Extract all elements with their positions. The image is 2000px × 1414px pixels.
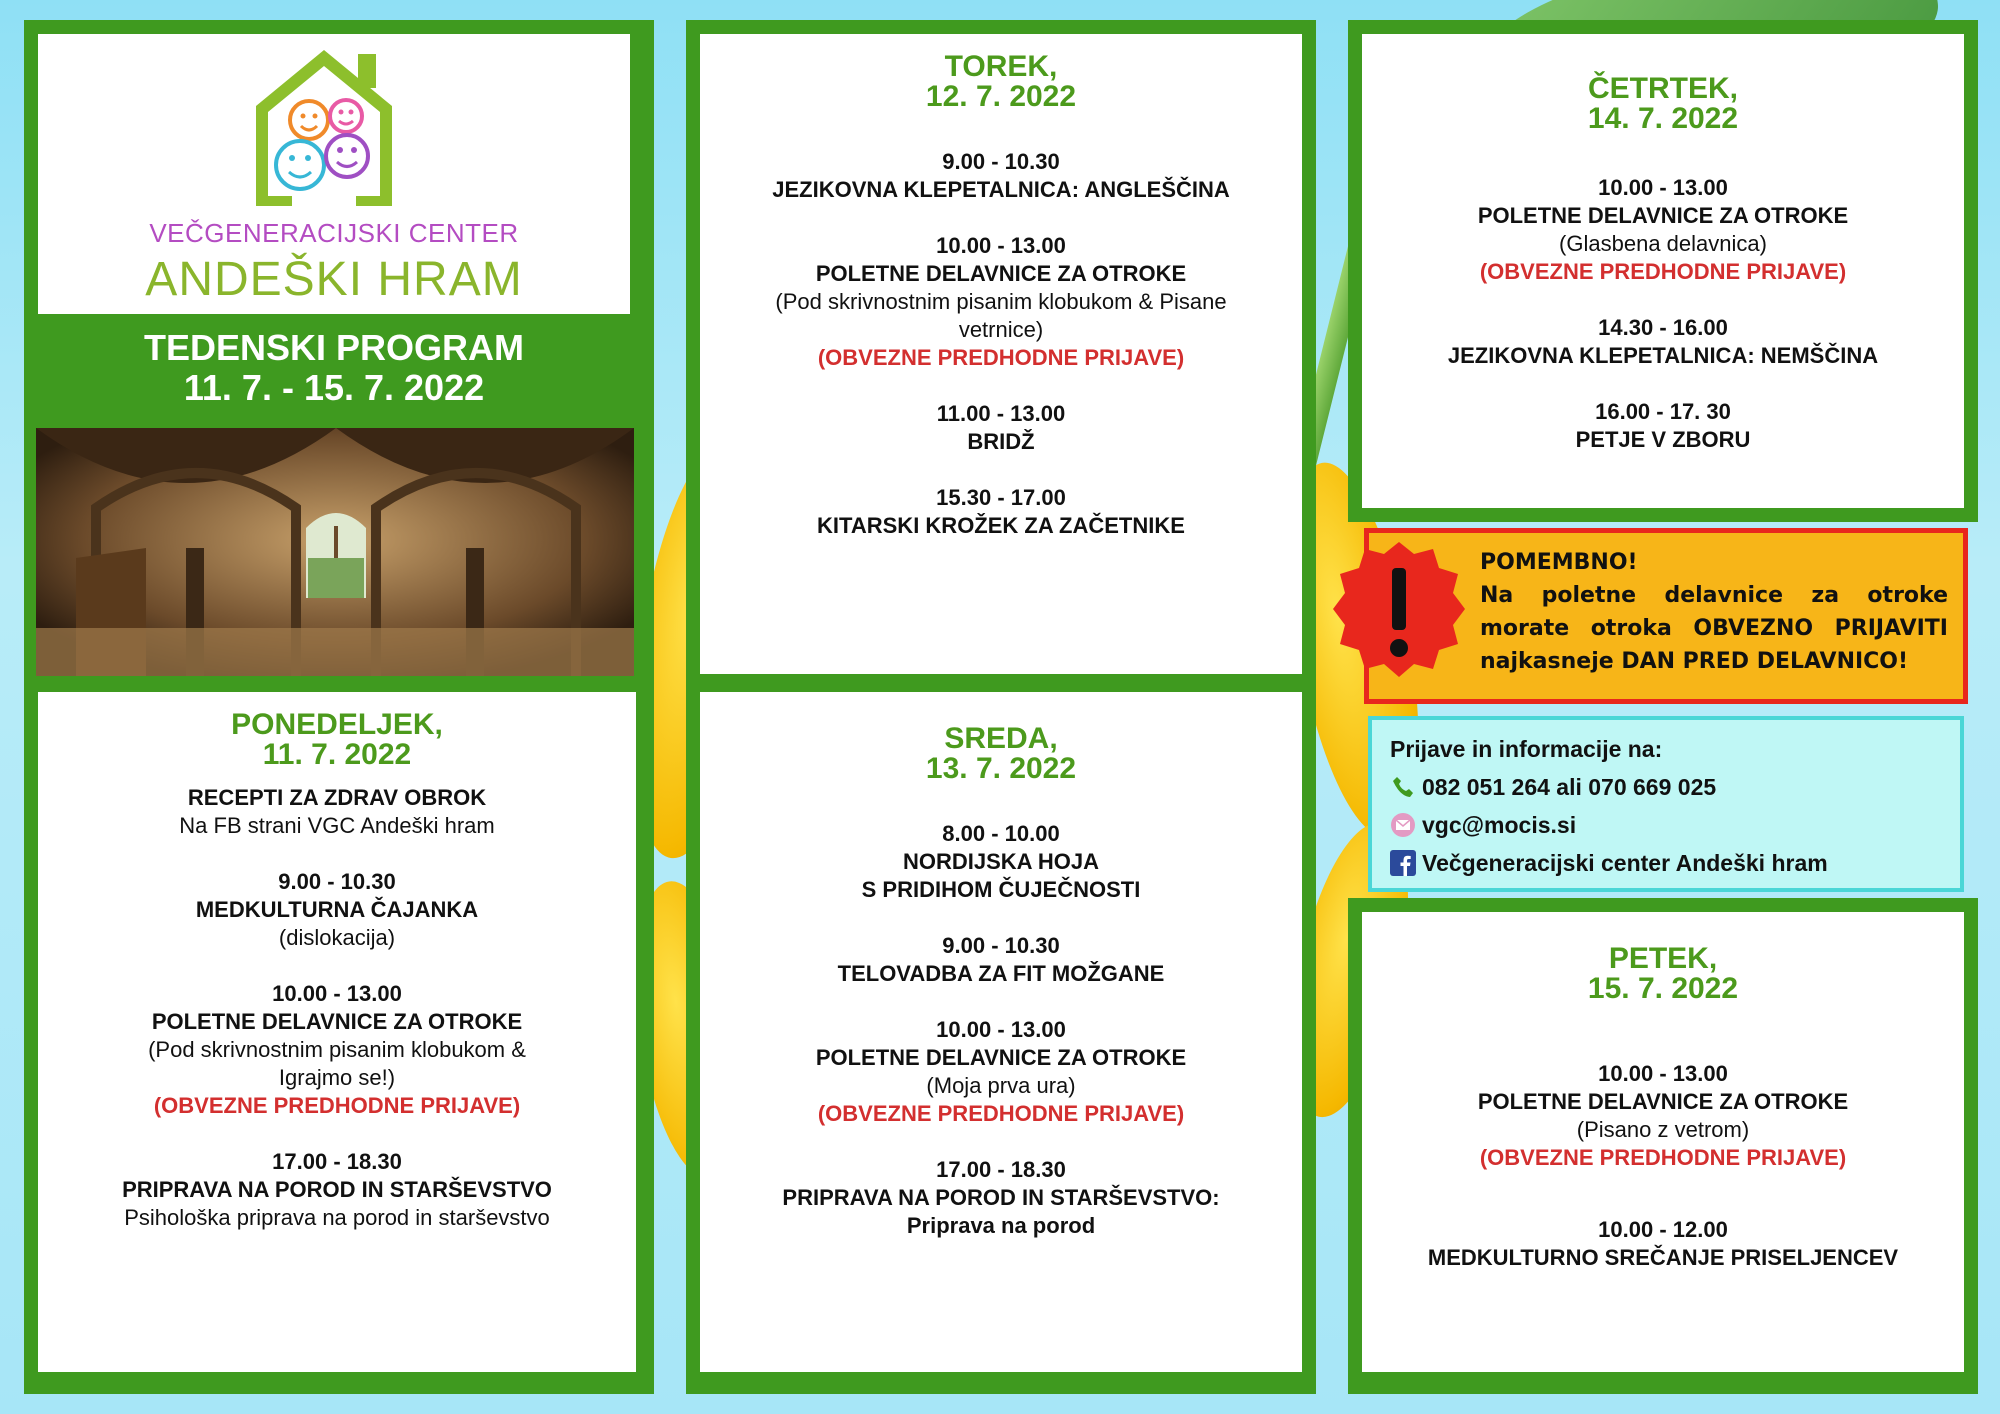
time: 10.00 - 13.00 <box>1598 1061 1728 1086</box>
activity: POLETNE DELAVNICE ZA OTROKE <box>815 261 1187 286</box>
activity-note: Na FB strani VGC Andeški hram <box>179 813 495 838</box>
vaulted-hall-image <box>36 428 634 676</box>
contact-phone: 082 051 264 ali 070 669 025 <box>1422 773 1717 800</box>
activity-note: (dislokacija) <box>278 925 396 950</box>
activity: MEDKULTURNA ČAJANKA <box>195 897 479 922</box>
contact-heading: Prijave in informacije na: <box>1390 735 1663 762</box>
wednesday-card <box>700 692 1302 1372</box>
program-title-text: TEDENSKI PROGRAM <box>143 327 525 368</box>
activity: JEZIKOVNA KLEPETALNICA: NEMŠČINA <box>1447 343 1879 368</box>
activity-note: vetrnice) <box>958 317 1044 342</box>
hall-photo <box>36 428 634 676</box>
logo-card <box>38 34 630 314</box>
time: 11.00 - 13.00 <box>936 401 1066 426</box>
important-line: Na poletne delavnice za otroke <box>1480 583 1948 608</box>
registration-required: (OBVEZNE PREDHODNE PRIJAVE) <box>153 1093 521 1118</box>
house-logo-icon <box>254 48 394 208</box>
activity: RECEPTI ZA ZDRAV OBROK <box>187 785 487 810</box>
time: 10.00 - 12.00 <box>1598 1217 1728 1242</box>
time: 10.00 - 13.00 <box>936 233 1066 258</box>
activity-note: (Moja prva ura) <box>926 1073 1076 1098</box>
activity: BRIDŽ <box>967 429 1035 454</box>
program-title <box>38 328 630 408</box>
wednesday-date: 13. 7. 2022 <box>925 752 1077 785</box>
phone-icon <box>1390 774 1416 800</box>
friday-title: PETEK, <box>1608 942 1718 975</box>
activity-note: (Glasbena delavnica) <box>1559 231 1767 256</box>
thursday-card <box>1362 34 1964 508</box>
registration-required: (OBVEZNE PREDHODNE PRIJAVE) <box>817 1101 1185 1126</box>
activity: POLETNE DELAVNICE ZA OTROKE <box>1477 203 1849 228</box>
important-line: najkasneje DAN PRED DELAVNICO! <box>1480 649 1909 674</box>
logo-line1: VEČGENERACIJSKI CENTER <box>149 218 519 248</box>
time: 14.30 - 16.00 <box>1598 315 1728 340</box>
time: 16.00 - 17. 30 <box>1595 399 1731 424</box>
activity: MEDKULTURNO SREČANJE PRISELJENCEV <box>1427 1245 1899 1270</box>
tuesday-title: TOREK, <box>944 50 1058 83</box>
time: 10.00 - 13.00 <box>1598 175 1728 200</box>
thursday-date: 14. 7. 2022 <box>1587 102 1739 135</box>
tuesday-date: 12. 7. 2022 <box>925 80 1077 113</box>
time: 17.00 - 18.30 <box>272 1149 402 1174</box>
wednesday-title: SREDA, <box>944 722 1058 755</box>
time: 9.00 - 10.30 <box>942 933 1060 958</box>
contact-phone-row[interactable] <box>1390 768 1960 806</box>
time: 9.00 - 10.30 <box>942 149 1060 174</box>
email-icon <box>1390 812 1416 838</box>
monday-card <box>38 692 636 1372</box>
contact-facebook-row[interactable] <box>1390 844 1960 882</box>
activity: Priprava na porod <box>906 1213 1096 1238</box>
activity-note: (Pisano z vetrom) <box>1576 1117 1750 1142</box>
activity-note: (Pod skrivnostnim pisanim klobukom & Pisane <box>775 289 1227 314</box>
registration-required: (OBVEZNE PREDHODNE PRIJAVE) <box>1479 1145 1847 1170</box>
program-dates: 11. 7. - 15. 7. 2022 <box>183 367 485 408</box>
tuesday-card <box>700 34 1302 674</box>
contact-facebook: Večgeneracijski center Andeški hram <box>1422 849 1828 876</box>
activity-note: (Pod skrivnostnim pisanim klobukom & <box>148 1037 526 1062</box>
activity: POLETNE DELAVNICE ZA OTROKE <box>815 1045 1187 1070</box>
time: 10.00 - 13.00 <box>272 981 402 1006</box>
monday-title: PONEDELJEK, <box>231 708 443 741</box>
important-line: morate otroka OBVEZNO PRIJAVITI <box>1480 616 1948 641</box>
thursday-title: ČETRTEK, <box>1588 72 1738 105</box>
activity: TELOVADBA ZA FIT MOŽGANE <box>837 961 1165 986</box>
logo-line2: ANDEŠKI HRAM <box>145 253 523 306</box>
activity: POLETNE DELAVNICE ZA OTROKE <box>151 1009 523 1034</box>
activity: KITARSKI KROŽEK ZA ZAČETNIKE <box>817 513 1185 538</box>
registration-required: (OBVEZNE PREDHODNE PRIJAVE) <box>1479 259 1847 284</box>
activity: PRIPRAVA NA POROD IN STARŠEVSTVO <box>122 1177 552 1202</box>
monday-date: 11. 7. 2022 <box>262 738 412 771</box>
time: 9.00 - 10.30 <box>278 869 396 894</box>
important-heading: POMEMBNO! <box>1480 550 1638 575</box>
contact-email-row[interactable] <box>1390 806 1960 844</box>
time: 15.30 - 17.00 <box>936 485 1066 510</box>
friday-date: 15. 7. 2022 <box>1587 972 1739 1005</box>
activity: S PRIDIHOM ČUJEČNOSTI <box>861 877 1141 902</box>
time: 10.00 - 13.00 <box>936 1017 1066 1042</box>
activity: PRIPRAVA NA POROD IN STARŠEVSTVO: <box>782 1185 1220 1210</box>
important-text <box>1480 546 1948 678</box>
friday-card <box>1362 912 1964 1372</box>
contact-box <box>1368 716 1964 892</box>
activity: PETJE V ZBORU <box>1575 427 1751 452</box>
facebook-icon <box>1390 850 1416 876</box>
activity: POLETNE DELAVNICE ZA OTROKE <box>1477 1089 1849 1114</box>
activity-note: Igrajmo se!) <box>278 1065 396 1090</box>
contact-email: vgc@mocis.si <box>1422 811 1577 838</box>
activity: NORDIJSKA HOJA <box>903 849 1099 874</box>
activity: JEZIKOVNA KLEPETALNICA: ANGLEŠČINA <box>772 177 1230 202</box>
registration-required: (OBVEZNE PREDHODNE PRIJAVE) <box>817 345 1185 370</box>
exclamation-badge-icon <box>1332 540 1466 680</box>
time: 17.00 - 18.30 <box>936 1157 1066 1182</box>
time: 8.00 - 10.00 <box>942 821 1060 846</box>
activity-note: Psihološka priprava na porod in starševstvo <box>124 1205 550 1230</box>
